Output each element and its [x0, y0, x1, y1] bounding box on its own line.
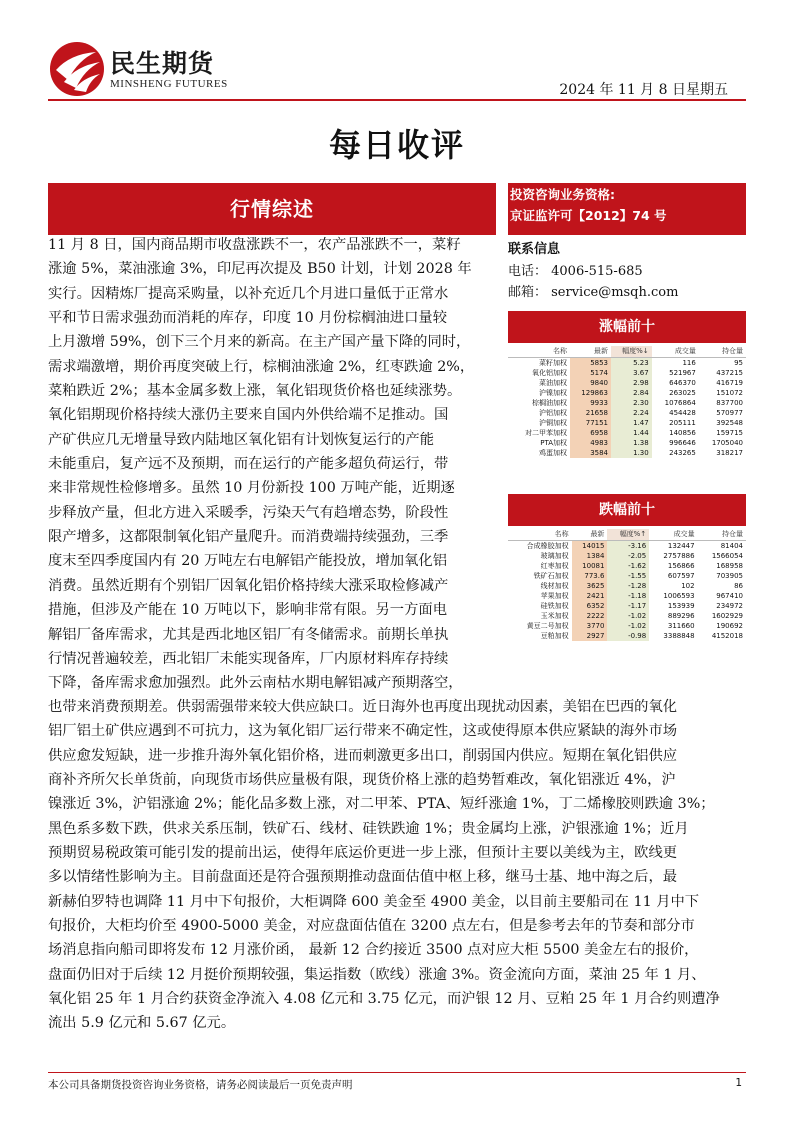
table-cell: 菜籽加权 — [539, 358, 568, 367]
table-cell: 1076864 — [664, 398, 696, 407]
table-cell: 1602929 — [711, 611, 743, 620]
table-cell: 3770 — [572, 621, 608, 631]
table-row — [508, 591, 746, 601]
table-cell: 2.98 — [611, 378, 652, 388]
table-cell: 合成橡胶加权 — [526, 541, 569, 550]
table-cell: 1.47 — [611, 418, 652, 428]
table-cell: 153939 — [667, 601, 695, 610]
table-cell: 4983 — [570, 438, 611, 448]
table-row — [508, 561, 746, 571]
table-cell: 318217 — [716, 448, 743, 457]
table-cell: 646370 — [669, 378, 696, 387]
gainers-table — [508, 346, 746, 458]
table-row — [508, 388, 746, 398]
text-line: 场消息指向船司即将发布 12 月涨价函， 最新 12 合约接近 3500 点对应大柜 5500 美金左右的报价， — [48, 942, 699, 959]
table-row — [508, 631, 746, 641]
table-cell: -1.28 — [607, 581, 649, 591]
table-cell: 234972 — [716, 601, 743, 610]
table-row — [508, 398, 746, 408]
table-row — [508, 428, 746, 438]
table-cell: 156866 — [667, 561, 695, 570]
table-cell: 311660 — [667, 621, 695, 630]
column-header: 最新 — [572, 529, 608, 540]
table-cell: 鸡蛋加权 — [539, 448, 568, 457]
section-title-market-review: 行情综述 — [48, 183, 496, 235]
text-line: 限产增多，这都限制氧化铝产量爬升。而消费端持续强劲，三季 — [48, 529, 449, 546]
table-cell: 3625 — [572, 581, 608, 591]
company-logo — [48, 40, 248, 102]
table-cell: 889296 — [667, 611, 695, 620]
table-row — [508, 601, 746, 611]
table-cell: 线材加权 — [540, 581, 569, 590]
table-cell: 3388848 — [663, 631, 695, 640]
text-line: 下降，备库需求愈加强烈。此外云南枯水期电解铝减产预期落空， — [48, 675, 463, 692]
table-cell: 2.24 — [611, 408, 652, 418]
column-header: 名称 — [508, 346, 570, 357]
table-cell: 168958 — [716, 561, 743, 570]
table-row — [508, 378, 746, 388]
table-cell: 氧化铝加权 — [532, 368, 568, 377]
text-line: 平和节日需求强劲而消耗的库存，印度 10 月份棕榈油进口量较 — [48, 310, 447, 327]
table-cell: -1.62 — [607, 561, 649, 571]
table-cell: 黄豆二号加权 — [526, 621, 569, 630]
text-line: 流出 5.9 亿元和 5.67 亿元。 — [48, 1015, 236, 1032]
table-cell: 570977 — [716, 408, 743, 417]
table-cell: 521967 — [669, 368, 696, 377]
table-cell: 红枣加权 — [540, 561, 569, 570]
table-cell: 2.84 — [611, 388, 652, 398]
footer-divider — [48, 1072, 746, 1073]
minsheng-logo-icon — [48, 40, 106, 98]
table-cell: 铁矿石加权 — [533, 571, 569, 580]
text-line: 消费。虽然近期有个别铝厂因氧化铝价格持续大涨采取检修减产 — [48, 577, 449, 594]
table-row — [508, 611, 746, 621]
table-cell: 21658 — [570, 408, 611, 418]
table-header-row — [508, 529, 746, 540]
table-cell: 2421 — [572, 591, 608, 601]
contact-phone: 电话： 4006-515-685 — [508, 264, 643, 279]
text-line: 多以情绪性影响为主。目前盘面还是符合强预期推动盘面估值中枢上移，继马士基、地中海之后，最 — [48, 869, 678, 886]
table-cell: 对二甲苯加权 — [525, 428, 568, 437]
text-line: 镍涨近 3%，沪铝涨逾 2%；能化品多数上涨，对二甲苯、PTA、短纤涨逾 1%，丁二烯橡胶则跌逾 3%； — [48, 796, 715, 813]
table-cell: 86 — [734, 581, 743, 590]
text-line: 行情况普遍较差，西北铝厂未能实现备库，厂内原材料库存持续 — [48, 650, 449, 667]
text-line: 黑色系多数下跌，供求关系压制，铁矿石、线材、硅铁跌逾 1%；贵金属均上涨，沪银涨逾 1%；近月 — [48, 820, 689, 837]
text-line: 上月激增 59%，创下三个月来的新高。在主产国产量下降的同时， — [48, 334, 471, 351]
table-cell: -1.55 — [607, 571, 649, 581]
table-cell: 沪铝加权 — [539, 408, 568, 417]
table-cell: 132447 — [667, 541, 695, 550]
text-line: 11 月 8 日，国内商品期市收盘涨跌不一，农产品涨跌不一，菜籽 — [48, 237, 461, 253]
table-row — [508, 418, 746, 428]
column-header: 持仓量 — [698, 529, 746, 540]
table-cell: 1006593 — [663, 591, 695, 600]
text-line: 也带来消费预期差。供弱需强带来较大供应缺口。近日海外也再度出现扰动因素，美铝在巴西的氧化 — [48, 699, 678, 715]
table-cell: PTA加权 — [540, 438, 568, 447]
table-cell: 硅铁加权 — [540, 601, 569, 610]
table-row — [508, 551, 746, 561]
table-cell: 沪铜加权 — [539, 418, 568, 427]
report-date: 2024 年 11 月 8 日星期五 — [559, 82, 728, 98]
table-cell: 95 — [734, 358, 743, 367]
text-line: 来非常规性检修增多。虽然 10 月份新投 100 万吨产能，近期逐 — [48, 480, 455, 497]
table-cell: 玉米加权 — [540, 611, 569, 620]
text-line: 铝厂铝土矿供应遇到不可抗力，这为氧化铝厂运行带来不确定性，这或使得原本供应紧缺的海外市场 — [48, 723, 678, 740]
table-cell: 5174 — [570, 368, 611, 378]
table-cell: 1566054 — [711, 551, 743, 560]
page-number: 1 — [735, 1077, 742, 1089]
table-cell: 6352 — [572, 601, 608, 611]
column-header: 成交量 — [652, 346, 699, 357]
table-cell: 3.67 — [611, 368, 652, 378]
text-line: 菜粕跌近 2%；基本金属多数上涨，氧化铝现货价格也延续涨势。 — [48, 383, 462, 400]
table-cell: 14015 — [572, 540, 608, 551]
table-cell: 837700 — [716, 398, 743, 407]
table-cell: 243265 — [669, 448, 696, 457]
table-cell: 苹果加权 — [540, 591, 569, 600]
header-divider — [48, 99, 746, 101]
table-cell: 5853 — [570, 357, 611, 368]
table-cell: 5.23 — [611, 357, 652, 368]
table-cell: 416719 — [716, 378, 743, 387]
table-cell: -0.98 — [607, 631, 649, 641]
table-cell: 116 — [682, 358, 696, 367]
column-header: 成交量 — [649, 529, 697, 540]
table-cell: 1.38 — [611, 438, 652, 448]
text-line: 旬报价，大柜均价至 4900-5000 美金，对应盘面估值在 3200 点左右，但是参考去年的节奏和部分市 — [48, 918, 695, 935]
text-line: 涨逾 5%，菜油涨逾 3%，印尼再次提及 B50 计划，计划 2028 年 — [48, 261, 472, 278]
table-cell: 967410 — [716, 591, 743, 600]
text-line: 解铝厂备库需求，尤其是西北地区铝厂有冬储需求。前期长单执 — [48, 626, 449, 643]
table-cell: 454428 — [669, 408, 696, 417]
table-cell: 129863 — [570, 388, 611, 398]
table-cell: 607597 — [667, 571, 695, 580]
table-row — [508, 621, 746, 631]
losers-title: 跌幅前十 — [508, 494, 746, 526]
table-cell: 140856 — [669, 428, 696, 437]
text-line: 预期贸易税政策可能引发的提前出运，使得年底运价更进一步上涨，但预计主要以美线为主，欧线更 — [48, 845, 678, 862]
qualification-line-2: 京证监许可【2012】74 号 — [510, 208, 667, 223]
table-cell: 菜油加权 — [539, 378, 568, 387]
table-cell: 190692 — [716, 621, 743, 630]
column-header: 幅度%↑ — [607, 529, 649, 540]
table-cell: 玻璃加权 — [540, 551, 569, 560]
table-cell: 棕榈油加权 — [532, 398, 568, 407]
table-row — [508, 581, 746, 591]
contact-title: 联系信息 — [508, 242, 561, 257]
text-line: 措施，但涉及产能在 10 万吨以下，影响非常有限。另一方面电 — [48, 602, 447, 619]
column-header: 持仓量 — [699, 346, 746, 357]
table-cell: 159715 — [716, 428, 743, 437]
text-line: 新赫伯罗特也调降 11 月中下旬报价，大柜调降 600 美金至 4900 美金，以目前主要船司在 11 月中下 — [48, 893, 700, 910]
table-cell: 205111 — [669, 418, 696, 427]
table-cell: 1384 — [572, 551, 608, 561]
market-review-text-upper — [48, 233, 496, 696]
table-cell: 1.30 — [611, 448, 652, 458]
contact-email[interactable]: 邮箱： service@msqh.com — [508, 285, 679, 300]
table-cell: 77151 — [570, 418, 611, 428]
table-cell: 437215 — [716, 368, 743, 377]
table-cell: -1.02 — [607, 621, 649, 631]
table-cell: 2927 — [572, 631, 608, 641]
table-cell: -1.02 — [607, 611, 649, 621]
gainers-title: 涨幅前十 — [508, 311, 746, 343]
table-cell: -1.18 — [607, 591, 649, 601]
table-cell: 1.44 — [611, 428, 652, 438]
disclaimer-note: 本公司具备期货投资咨询业务资格，请务必阅读最后一页免责声明 — [48, 1079, 353, 1091]
table-row — [508, 571, 746, 581]
company-name-en: MINSHENG FUTURES — [110, 78, 228, 90]
table-cell: 豆粕加权 — [540, 631, 569, 640]
table-cell: 2757886 — [663, 551, 695, 560]
table-row — [508, 540, 746, 551]
table-header-row — [508, 346, 746, 357]
text-line: 氧化铝 25 年 1 月合约获资金净流入 4.08 亿元和 3.75 亿元，而沪银 12 月、豆粕 25 年 1 月合约则遭净 — [48, 991, 720, 1008]
text-line: 实行。因精炼厂提高采购量，以补充近几个月进口量低于正常水 — [48, 285, 449, 302]
text-line: 需求端激增，期价再度突破上行，棕榈油涨逾 2%，红枣跌逾 2%， — [48, 358, 475, 375]
table-row — [508, 408, 746, 418]
table-cell: -2.05 — [607, 551, 649, 561]
text-line: 氧化铝期现价格持续大涨仍主要来自国内外供给端不足推动。国 — [48, 407, 449, 424]
table-cell: -1.17 — [607, 601, 649, 611]
text-line: 商补齐所欠长单货前，向现货市场供应量极有限，现货价格上涨的趋势暂难改，氧化铝涨近 4%，沪 — [48, 772, 676, 789]
table-row — [508, 448, 746, 458]
table-cell: 102 — [681, 581, 695, 590]
table-cell: 沪镍加权 — [539, 388, 568, 397]
text-line: 未能重启，复产远不及预期，而在运行的产能多超负荷运行，带 — [48, 456, 449, 473]
table-cell: 2.30 — [611, 398, 652, 408]
table-cell: 392548 — [716, 418, 743, 427]
table-cell: 10081 — [572, 561, 608, 571]
text-line: 步释放产量，但北方进入采暖季，污染天气有趋增态势，阶段性 — [48, 504, 449, 521]
losers-table — [508, 529, 746, 641]
table-cell: 2222 — [572, 611, 608, 621]
text-line: 产矿供应几无增量导致内陆地区氧化铝有计划恢复运行的产能 — [48, 431, 435, 448]
table-row — [508, 357, 746, 368]
table-row — [508, 368, 746, 378]
table-cell: 703905 — [716, 571, 743, 580]
qualification-line-1: 投资咨询业务资格: — [510, 187, 615, 202]
table-cell: 81404 — [720, 541, 743, 550]
table-cell: 773.6 — [572, 571, 608, 581]
table-cell: 3584 — [570, 448, 611, 458]
page-title: 每日收评 — [328, 126, 465, 164]
column-header: 幅度%↓ — [611, 346, 652, 357]
table-row — [508, 438, 746, 448]
column-header: 名称 — [508, 529, 572, 540]
text-line: 度末至四季度国内有 20 万吨左右电解铝产能投放，增加氧化铝 — [48, 553, 447, 570]
table-cell: 263025 — [669, 388, 696, 397]
table-cell: 4152018 — [711, 631, 743, 640]
table-cell: 9933 — [570, 398, 611, 408]
qualification-banner — [508, 183, 746, 235]
company-name-cn: 民生期货 — [110, 49, 215, 78]
column-header: 最新 — [570, 346, 611, 357]
table-cell: 151072 — [716, 388, 743, 397]
table-cell: 1705040 — [711, 438, 743, 447]
table-cell: -3.16 — [607, 540, 649, 551]
text-line: 供应愈发短缺，进一步推升海外氧化铝价格，进而刺激更多出口，削弱国内供应。短期在氧化铝供应 — [48, 747, 678, 764]
table-cell: 6958 — [570, 428, 611, 438]
table-cell: 9840 — [570, 378, 611, 388]
table-cell: 996646 — [669, 438, 696, 447]
text-line: 盘面仍旧对于后续 12 月挺价预期较强，集运指数（欧线）涨逾 3%。资金流向方面，菜油 25 年 1 月、 — [48, 966, 706, 983]
market-review-text-lower — [48, 695, 746, 1036]
